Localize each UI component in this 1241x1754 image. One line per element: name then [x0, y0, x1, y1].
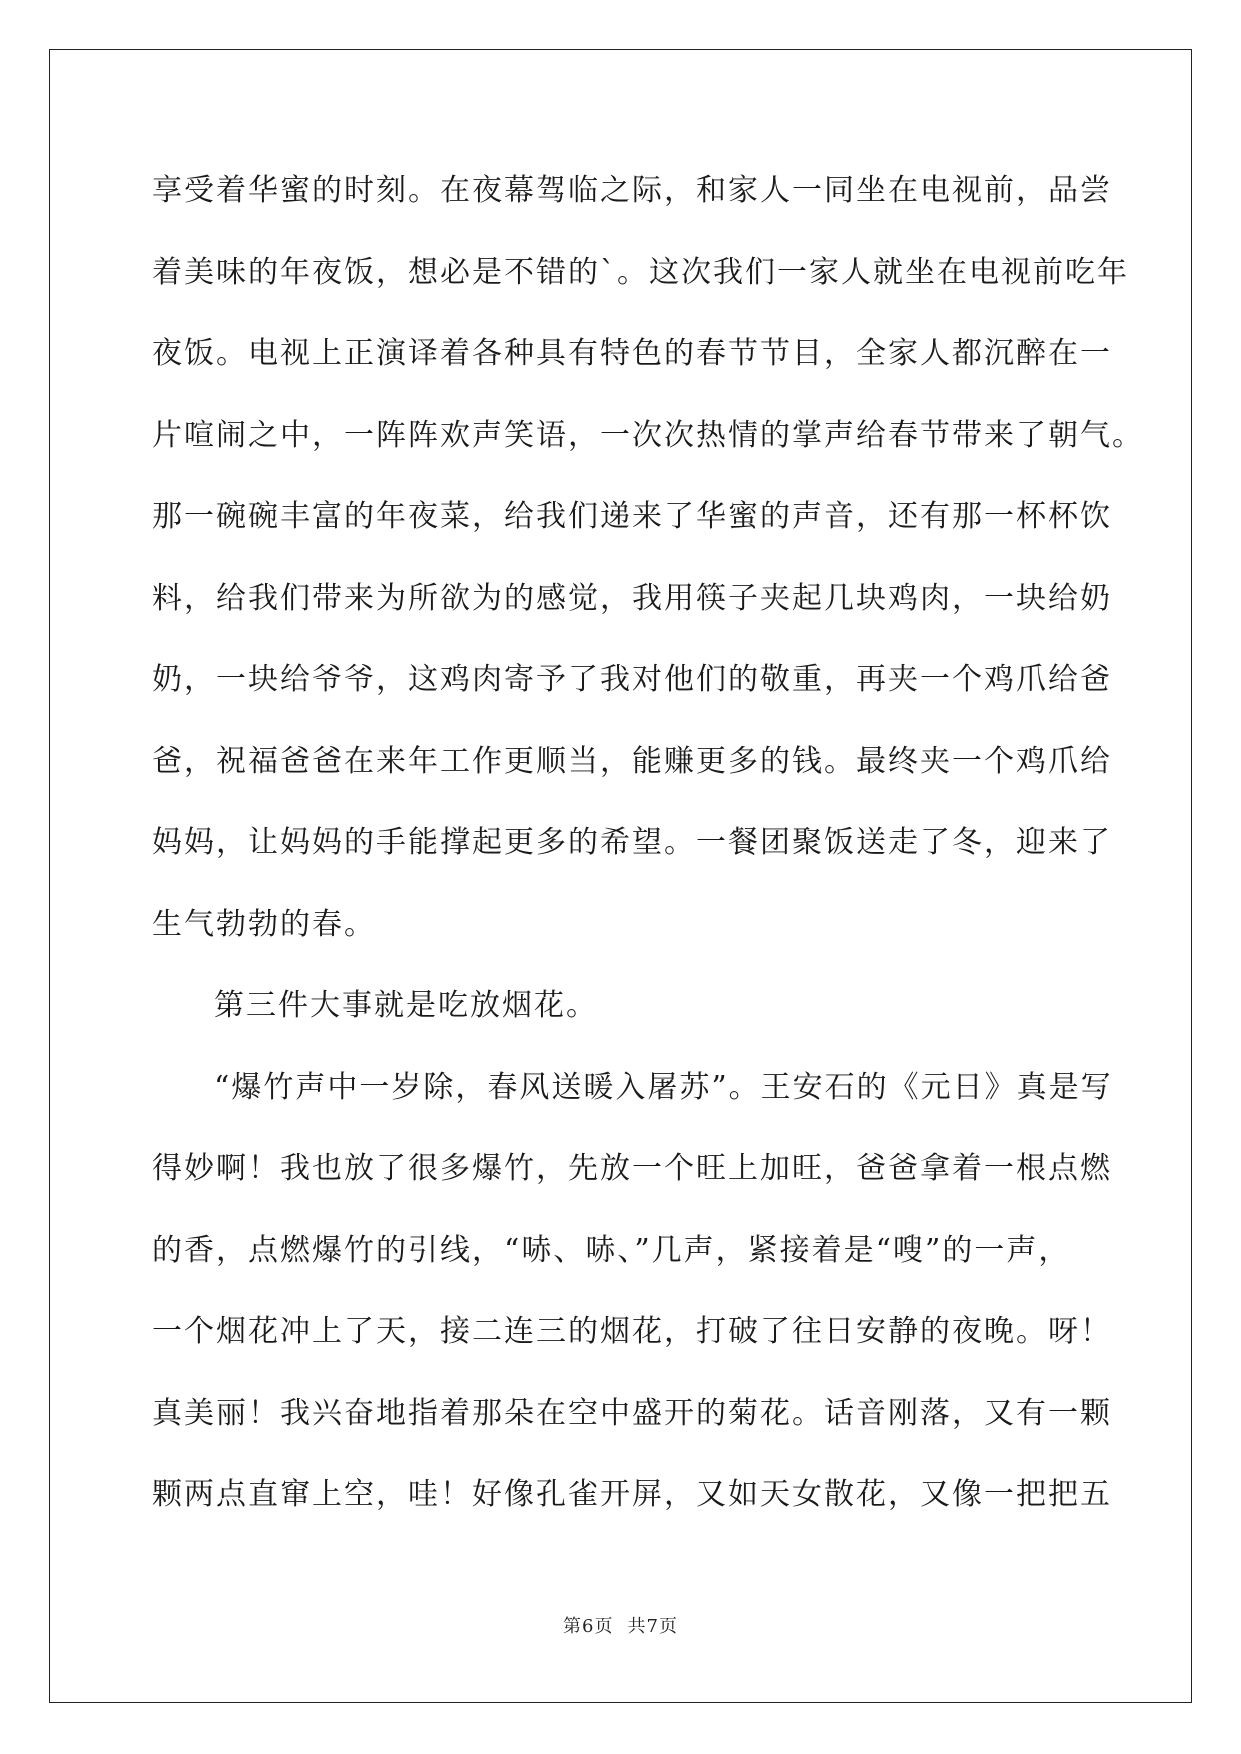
text-line: 妈妈，让妈妈的手能撑起更多的希望。一餐团聚饭送走了冬，迎来了 [152, 825, 1112, 860]
page-footer [0, 1612, 1241, 1638]
text-line: 享受着华蜜的时刻。在夜幕驾临之际，和家人一同坐在电视前，品尝 [152, 173, 1112, 208]
text-line: 奶，一块给爷爷，这鸡肉寄予了我对他们的敬重，再夹一个鸡爪给爸 [152, 662, 1112, 697]
text-line: 真美丽！我兴奋地指着那朵在空中盛开的菊花。话音刚落，又有一颗 [152, 1395, 1112, 1431]
page-total: 共7页 [627, 1616, 678, 1637]
text-line: 爸，祝福爸爸在来年工作更顺当，能赚更多的钱。最终夹一个鸡爪给 [152, 743, 1112, 779]
text-line: 片喧闹之中，一阵阵欢声笑语，一次次热情的掌声给春节带来了朝气。 [152, 417, 1144, 453]
text-line: 一个烟花冲上了天，接二连三的烟花，打破了往日安静的夜晚。呀！ [152, 1314, 1112, 1349]
text-line: 夜饭。电视上正演译着各种具有特色的春节节目，全家人都沉醉在一 [152, 336, 1112, 371]
paragraph-first-line: 第三件大事就是吃放烟花。 [214, 988, 598, 1023]
page-number: 第6页 [563, 1616, 614, 1637]
text-line: 那一碗碗丰富的年夜菜，给我们递来了华蜜的声音，还有那一杯杯饮 [152, 499, 1112, 534]
document-body [152, 150, 1144, 1536]
text-line: 料，给我们带来为所欲为的感觉，我用筷子夹起几块鸡肉，一块给奶 [152, 580, 1112, 616]
text-line: 生气勃勃的春。 [152, 906, 376, 942]
text-line: 着美味的年夜饭，想必是不错的`。这次我们一家人就坐在电视前吃年 [152, 254, 1129, 290]
text-line: 得妙啊！我也放了很多爆竹，先放一个旺上加旺，爸爸拿着一根点燃 [152, 1151, 1112, 1186]
text-line: 的香，点燃爆竹的引线，“哧、哧、”几声，紧接着是“嗖”的一声， [152, 1232, 1071, 1268]
text-line: 颗两点直窜上空，哇！好像孔雀开屏，又如天女散花，又像一把把五 [152, 1477, 1112, 1512]
paragraph-first-line: “爆竹声中一岁除，春风送暖入屠苏”。王安石的《元日》真是写 [214, 1069, 1113, 1105]
